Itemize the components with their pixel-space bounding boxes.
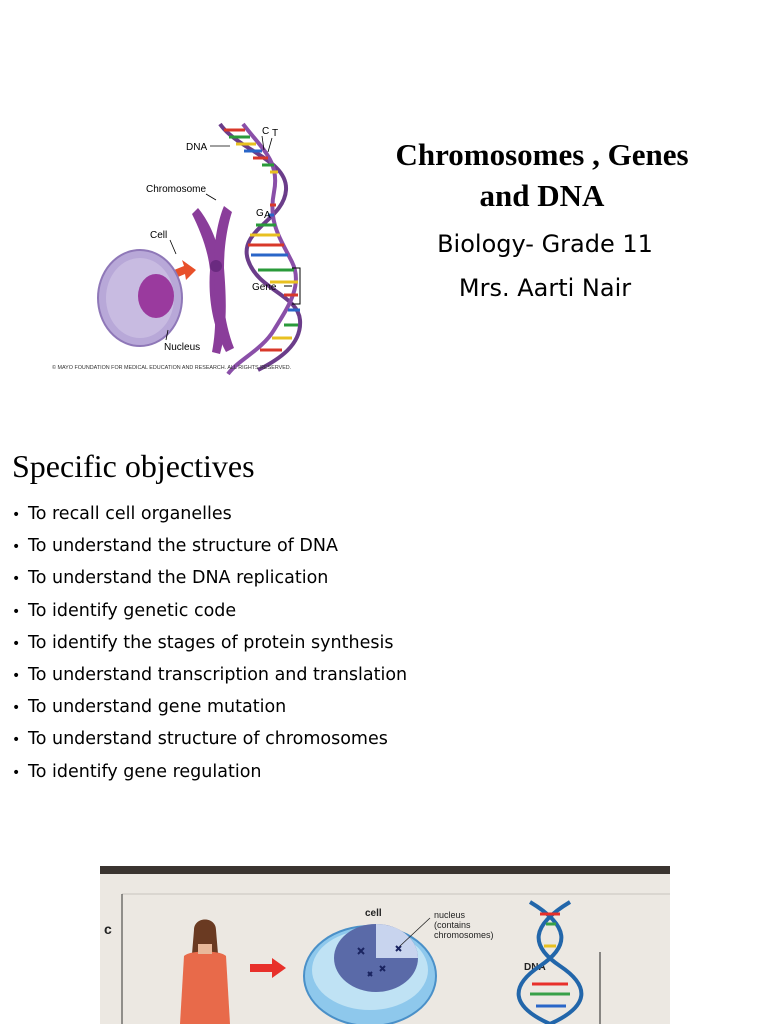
bullet-icon: •: [12, 700, 21, 717]
dna-label: DNA: [186, 142, 208, 153]
chromosome-label: Chromosome: [146, 184, 207, 195]
bullet-icon: •: [12, 667, 21, 684]
list-item: [12, 597, 407, 629]
objective-text: To understand transcription and translation: [28, 664, 408, 685]
dna-label-photo: DNA: [524, 962, 546, 973]
objective-text: To identify the stages of protein synthesis: [28, 632, 394, 653]
bullet-icon: •: [12, 539, 21, 556]
base-t-label: T: [272, 128, 279, 139]
cell-label: Cell: [150, 230, 168, 241]
list-item: [12, 500, 407, 532]
list-item: [12, 758, 407, 790]
bullet-icon: •: [12, 507, 21, 523]
objective-text: To understand the DNA replication: [28, 568, 329, 589]
list-item: [12, 629, 407, 661]
nucleus-label-photo: nucleus (contains chromosomes): [434, 910, 494, 940]
cell-shape: [98, 250, 182, 346]
bullet-icon: •: [12, 635, 21, 652]
slide-subtitle-course: Biology- Grade 11: [437, 230, 653, 258]
cell-label-photo: cell: [365, 908, 382, 919]
base-g-label: G: [256, 208, 264, 219]
list-item: [12, 564, 407, 596]
slide-title-line1: Chromosomes , Genes: [395, 137, 689, 172]
slide-title-line2: and DNA: [479, 178, 605, 213]
objective-text: To understand structure of chromosomes: [28, 729, 388, 750]
base-c-label: C: [262, 126, 270, 137]
objective-text: To recall cell organelles: [28, 504, 232, 524]
bullet-icon: •: [12, 732, 21, 749]
copyright-text: © MAYO FOUNDATION FOR MEDICAL EDUCATION AND RESEARCH. ALL RIGHTS RESERVED.: [52, 365, 292, 371]
bullet-icon: •: [12, 603, 21, 620]
objectives-heading: Specific objectives: [12, 448, 255, 484]
list-item: [12, 661, 407, 693]
edge-letter-c: c: [104, 921, 112, 937]
objective-text: To understand gene mutation: [28, 697, 287, 718]
objective-text: To understand the structure of DNA: [28, 536, 338, 557]
nucleus-label: Nucleus: [164, 342, 201, 353]
list-item: [12, 532, 407, 564]
textbook-photo-illustration: [100, 866, 670, 1024]
list-item: [12, 693, 407, 725]
base-a-label: A: [264, 210, 271, 221]
bullet-icon: •: [12, 764, 21, 781]
bullet-icon: •: [12, 571, 21, 588]
chromosome-shape: [192, 206, 234, 354]
objective-text: To identify genetic code: [28, 600, 237, 621]
objectives-list: [12, 500, 407, 790]
list-item: [12, 725, 407, 757]
gene-label: Gene: [252, 282, 277, 293]
cell-chromosome-dna-illustration: [48, 120, 320, 378]
slide-subtitle-teacher: Mrs. Aarti Nair: [458, 274, 632, 302]
objective-text: To identify gene regulation: [28, 761, 262, 782]
dna-helix: [220, 124, 300, 374]
slide-title: [356, 134, 728, 216]
